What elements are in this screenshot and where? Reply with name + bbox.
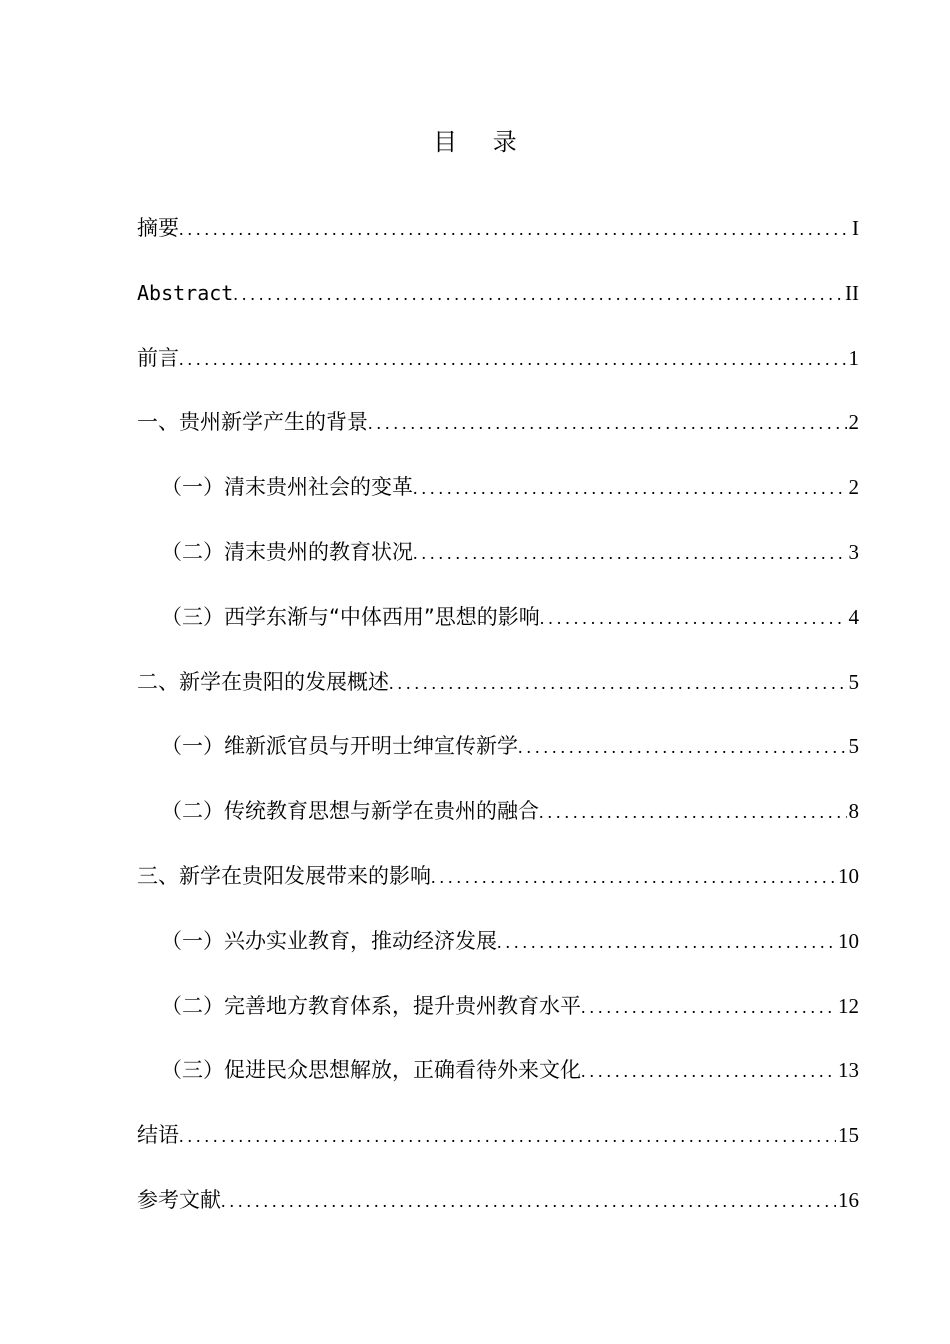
dot-leader bbox=[368, 391, 847, 456]
toc-entry-label: （一）清末贵州社会的变革 bbox=[161, 475, 413, 500]
dot-leader bbox=[581, 975, 836, 1040]
dot-leader bbox=[221, 1169, 836, 1234]
toc-entry-label: （一）维新派官员与开明士绅宣传新学 bbox=[161, 734, 518, 759]
dot-leader bbox=[413, 521, 847, 586]
dot-leader bbox=[179, 197, 850, 262]
toc-entry-label: 摘要 bbox=[137, 216, 179, 240]
toc-page-number: 4 bbox=[848, 604, 859, 629]
dot-leader bbox=[431, 845, 836, 910]
toc-entry-chapter-1[interactable] bbox=[137, 390, 859, 455]
toc-entry-section-2-1[interactable] bbox=[137, 714, 859, 779]
toc-page-number: 2 bbox=[848, 410, 859, 435]
dot-leader bbox=[497, 910, 836, 975]
toc-title: 目 录 bbox=[433, 128, 531, 156]
toc-page-number: 5 bbox=[848, 734, 859, 759]
toc-page-number: 12 bbox=[838, 993, 859, 1018]
toc-entry-label: （二）传统教育思想与新学在贵州的融合 bbox=[161, 799, 539, 824]
toc-entry-section-2-2[interactable] bbox=[137, 779, 859, 844]
dot-leader bbox=[518, 715, 847, 780]
toc-entry-label: （三）西学东渐与“中体西用”思想的影响 bbox=[161, 604, 540, 629]
toc-entry-abstract-cn[interactable] bbox=[137, 196, 859, 261]
dot-leader bbox=[389, 651, 847, 716]
toc-entry-label: （二）清末贵州的教育状况 bbox=[161, 539, 413, 564]
toc-page-number: 10 bbox=[838, 863, 859, 888]
table-of-contents bbox=[137, 196, 859, 1233]
toc-entry-section-3-3[interactable] bbox=[137, 1038, 859, 1103]
toc-entry-label: 前言 bbox=[137, 345, 179, 370]
toc-entry-chapter-3[interactable] bbox=[137, 844, 859, 909]
dot-leader bbox=[233, 262, 843, 327]
toc-page-number: 5 bbox=[848, 669, 859, 694]
toc-entry-label: （三）促进民众思想解放，正确看待外来文化 bbox=[161, 1058, 581, 1083]
toc-entry-section-1-2[interactable] bbox=[137, 520, 859, 585]
toc-entry-section-3-2[interactable] bbox=[137, 974, 859, 1039]
toc-page-number: 3 bbox=[848, 539, 859, 564]
toc-entry-preface[interactable] bbox=[137, 326, 859, 391]
dot-leader bbox=[413, 456, 847, 521]
toc-page-number: 1 bbox=[848, 345, 859, 370]
toc-page-number: 10 bbox=[838, 928, 859, 953]
dot-leader bbox=[540, 586, 847, 651]
toc-entry-section-1-3[interactable] bbox=[137, 585, 859, 650]
toc-page-number: II bbox=[845, 280, 859, 305]
toc-entry-references[interactable] bbox=[137, 1168, 859, 1233]
toc-entry-label: 参考文献 bbox=[137, 1187, 221, 1212]
toc-page-number: 13 bbox=[838, 1058, 859, 1083]
toc-page-number: 15 bbox=[838, 1123, 859, 1148]
toc-entry-label: （一）兴办实业教育，推动经济发展 bbox=[161, 928, 497, 953]
dot-leader bbox=[179, 327, 847, 392]
dot-leader bbox=[581, 1039, 836, 1104]
toc-entry-label: 二、新学在贵阳的发展概述 bbox=[137, 669, 389, 694]
toc-page-number: 8 bbox=[848, 799, 859, 824]
toc-entry-section-1-1[interactable] bbox=[137, 455, 859, 520]
dot-leader bbox=[539, 780, 847, 845]
toc-entry-abstract-en[interactable] bbox=[137, 261, 859, 326]
toc-page-number: 2 bbox=[848, 475, 859, 500]
toc-page-number: 16 bbox=[838, 1187, 859, 1212]
toc-entry-conclusion[interactable] bbox=[137, 1103, 859, 1168]
dot-leader bbox=[179, 1104, 836, 1169]
toc-entry-label: 三、新学在贵阳发展带来的影响 bbox=[137, 863, 431, 888]
toc-entry-section-3-1[interactable] bbox=[137, 909, 859, 974]
toc-page-number: I bbox=[852, 216, 859, 240]
toc-entry-label: 一、贵州新学产生的背景 bbox=[137, 410, 368, 435]
toc-entry-chapter-2[interactable] bbox=[137, 650, 859, 715]
toc-entry-label: Abstract bbox=[137, 280, 234, 305]
toc-entry-label: 结语 bbox=[137, 1123, 179, 1148]
toc-entry-label: （二）完善地方教育体系，提升贵州教育水平 bbox=[161, 993, 581, 1018]
